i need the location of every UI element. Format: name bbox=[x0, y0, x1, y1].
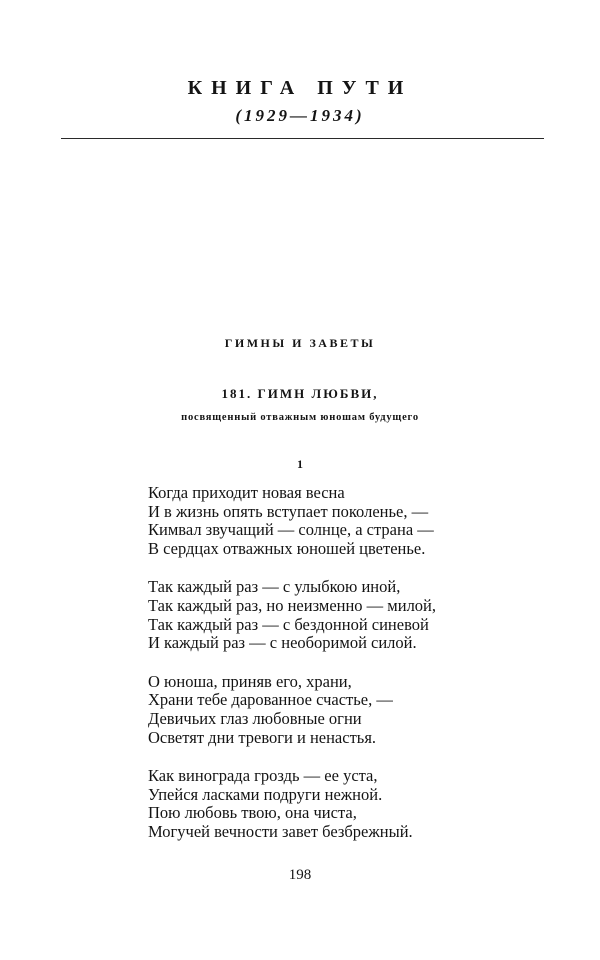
verse-line: О юноша, приняв его, храни, bbox=[148, 671, 352, 691]
stanza bbox=[148, 578, 548, 652]
verse-line: Храни тебе дарованное счастье, — bbox=[148, 690, 393, 710]
book-title: КНИГА ПУТИ bbox=[187, 77, 413, 99]
stanza bbox=[148, 767, 548, 841]
verse-line: И каждый раз — с необоримой силой. bbox=[148, 633, 417, 653]
stanza bbox=[148, 484, 548, 558]
section-title: ГИМНЫ И ЗАВЕТЫ bbox=[224, 336, 376, 350]
stanza bbox=[148, 673, 548, 747]
verse-line: В сердцах отважных юношей цветенье. bbox=[148, 538, 426, 558]
verse-line: И в жизнь опять вступает поколенье, — bbox=[148, 501, 429, 521]
verse-line: Так каждый раз, но неизменно — милой, bbox=[148, 595, 437, 615]
verse-line: Когда приходит новая весна bbox=[148, 483, 345, 502]
verse-line: Могучей вечности завет безбрежный. bbox=[148, 821, 413, 841]
book-years: (1929—1934) bbox=[235, 106, 365, 125]
verse-line: Как винограда гроздь — ее уста, bbox=[148, 766, 378, 786]
poem-part-number: 1 bbox=[297, 457, 303, 471]
verse-line: Так каждый раз — с улыбкою иной, bbox=[148, 577, 401, 597]
verse-line: Кимвал звучащий — солнце, а страна — bbox=[148, 520, 434, 540]
page-number: 198 bbox=[288, 867, 312, 883]
poem-body bbox=[148, 484, 548, 862]
poem-dedication: посвященный отважным юношам будущего bbox=[181, 412, 419, 423]
verse-line: Упейся ласками подруги нежной. bbox=[148, 784, 383, 804]
verse-line: Осветят дни тревоги и ненастья. bbox=[148, 727, 377, 747]
verse-line: Так каждый раз — с бездонной синевой bbox=[148, 614, 429, 634]
header-rule bbox=[61, 138, 544, 139]
poem-title: 181. ГИМН ЛЮБВИ, bbox=[221, 386, 379, 401]
verse-line: Пою любовь твою, она чиста, bbox=[148, 803, 357, 823]
verse-line: Девичьих глаз любовные огни bbox=[148, 708, 362, 728]
